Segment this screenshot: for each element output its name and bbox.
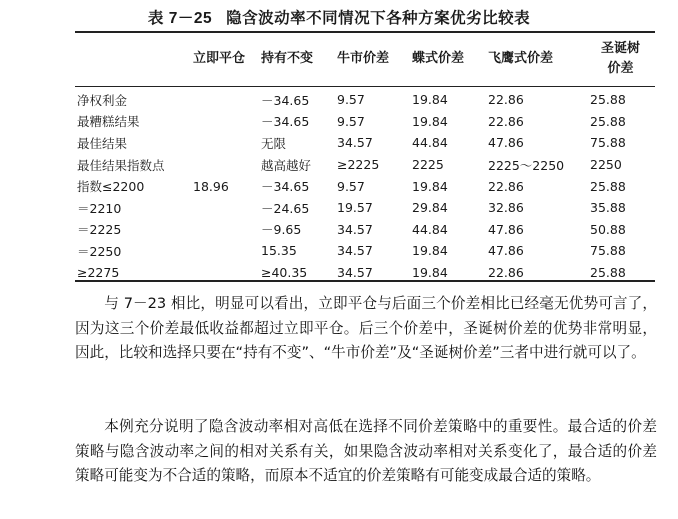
table-cell: 47.86 xyxy=(488,135,524,151)
table-cell: 22.86 xyxy=(488,113,524,129)
header-cell: 持有不变 xyxy=(261,50,314,66)
table-cell: 越高越好 xyxy=(261,157,312,173)
table-row xyxy=(75,154,655,176)
table-row xyxy=(75,86,655,111)
table-cell xyxy=(193,262,261,284)
table-cell xyxy=(193,132,261,154)
table-header-row xyxy=(75,31,655,86)
table-cell: 无限 xyxy=(261,135,287,151)
table-cell: 15.35 xyxy=(261,243,297,259)
table-cell: －34.65 xyxy=(261,179,310,195)
table-number: 表 7－25 xyxy=(147,10,213,27)
table-cell: 19.84 xyxy=(412,265,448,281)
header-cell-text: 圣诞树 价差 xyxy=(600,40,640,76)
table-cell: ≥40.35 xyxy=(261,265,308,281)
row-label-cell: 指数≤2200 xyxy=(77,179,145,195)
table-cell: 22.86 xyxy=(488,92,524,108)
table-cell: 47.86 xyxy=(488,221,524,237)
paragraph-text: 与 7－23 相比，明显可以看出，立即平仓与后面三个价差相比已经毫无优势可言了，因为这三个价差最低收益都超过立即平仓。后三个价差中，圣诞树价差的优势非常明显，因此，比较和选择只要在“持有不变”、“牛市价差”及“圣诞树价差”三者中进行就可以了。 xyxy=(75,295,657,362)
table-title xyxy=(0,6,678,28)
table-body xyxy=(75,86,655,283)
header-cell: 立即平仓 xyxy=(193,50,246,66)
table-cell: 34.57 xyxy=(337,243,373,259)
table-cell: 9.57 xyxy=(337,92,365,108)
table-caption: 隐含波动率不同情况下各种方案优劣比较表 xyxy=(226,9,531,27)
row-label-cell: ＝2250 xyxy=(77,243,122,259)
table-cell: 22.86 xyxy=(488,178,524,194)
table-row xyxy=(75,240,655,262)
table-cell: 2250 xyxy=(590,157,622,173)
table-cell: 25.88 xyxy=(590,113,626,129)
table-cell xyxy=(193,86,261,111)
table-cell: 25.88 xyxy=(590,178,626,194)
table-cell: 18.96 xyxy=(193,178,229,194)
table-cell: 22.86 xyxy=(488,265,524,281)
table-cell: ≥2225 xyxy=(337,157,380,173)
table-cell: －24.65 xyxy=(261,200,310,216)
table-cell: 35.88 xyxy=(590,200,626,216)
header-cell: 牛市价差 xyxy=(337,50,390,66)
row-label-cell: ≥2275 xyxy=(77,265,120,281)
row-label-cell: 最佳结果指数点 xyxy=(77,157,165,173)
table-cell xyxy=(193,154,261,176)
header-cell: 蝶式价差 xyxy=(412,50,465,66)
table-cell: 2225～2250 xyxy=(488,157,565,173)
table-row xyxy=(75,262,655,284)
table-cell: 19.84 xyxy=(412,113,448,129)
table-cell: 47.86 xyxy=(488,243,524,259)
table-cell xyxy=(193,240,261,262)
comparison-table xyxy=(75,31,655,283)
table-cell: 32.86 xyxy=(488,200,524,216)
table-cell: 19.84 xyxy=(412,92,448,108)
table-cell xyxy=(193,197,261,219)
row-label-cell: 净权利金 xyxy=(77,92,128,108)
table-cell xyxy=(193,111,261,133)
table-cell: 25.88 xyxy=(590,265,626,281)
table-cell xyxy=(193,219,261,241)
table-cell: 9.57 xyxy=(337,178,365,194)
table-row xyxy=(75,175,655,197)
row-label-cell: 最佳结果 xyxy=(77,135,128,151)
table-cell: 50.88 xyxy=(590,221,626,237)
table-cell: 25.88 xyxy=(590,92,626,108)
table-row xyxy=(75,132,655,154)
paragraph-text: 本例充分说明了隐含波动率相对高低在选择不同价差策略中的重要性。最合适的价差策略与隐含波动率之间的相对关系有关，如果隐含波动率相对关系变化了，最合适的价差策略可能变为不合适的策略，而原本不适宜的价差策略有可能变成最合适的策略。 xyxy=(75,418,657,485)
table-cell: 75.88 xyxy=(590,135,626,151)
row-label-cell: ＝2225 xyxy=(77,222,122,238)
row-label-cell: 最糟糕结果 xyxy=(77,114,140,130)
table-cell: 34.57 xyxy=(337,221,373,237)
paragraph-1 xyxy=(75,292,657,366)
paragraph-2 xyxy=(75,415,657,489)
table-cell: －34.65 xyxy=(261,114,310,130)
header-cell xyxy=(586,31,655,86)
table-cell: －9.65 xyxy=(261,222,302,238)
table-cell: 34.57 xyxy=(337,265,373,281)
table-row xyxy=(75,219,655,241)
table-row xyxy=(75,197,655,219)
table-cell: 19.84 xyxy=(412,243,448,259)
table-cell: －34.65 xyxy=(261,92,310,108)
table-cell: 19.57 xyxy=(337,200,373,216)
table-cell: 2225 xyxy=(412,157,444,173)
row-label-cell: ＝2210 xyxy=(77,200,122,216)
header-cell xyxy=(75,31,193,86)
table-cell: 19.84 xyxy=(412,178,448,194)
table-cell: 29.84 xyxy=(412,200,448,216)
table-cell: 34.57 xyxy=(337,135,373,151)
table-cell: 44.84 xyxy=(412,221,448,237)
table-cell: 75.88 xyxy=(590,243,626,259)
header-cell: 飞鹰式价差 xyxy=(488,50,554,66)
table-row xyxy=(75,111,655,133)
table-cell: 9.57 xyxy=(337,113,365,129)
table-cell: 44.84 xyxy=(412,135,448,151)
